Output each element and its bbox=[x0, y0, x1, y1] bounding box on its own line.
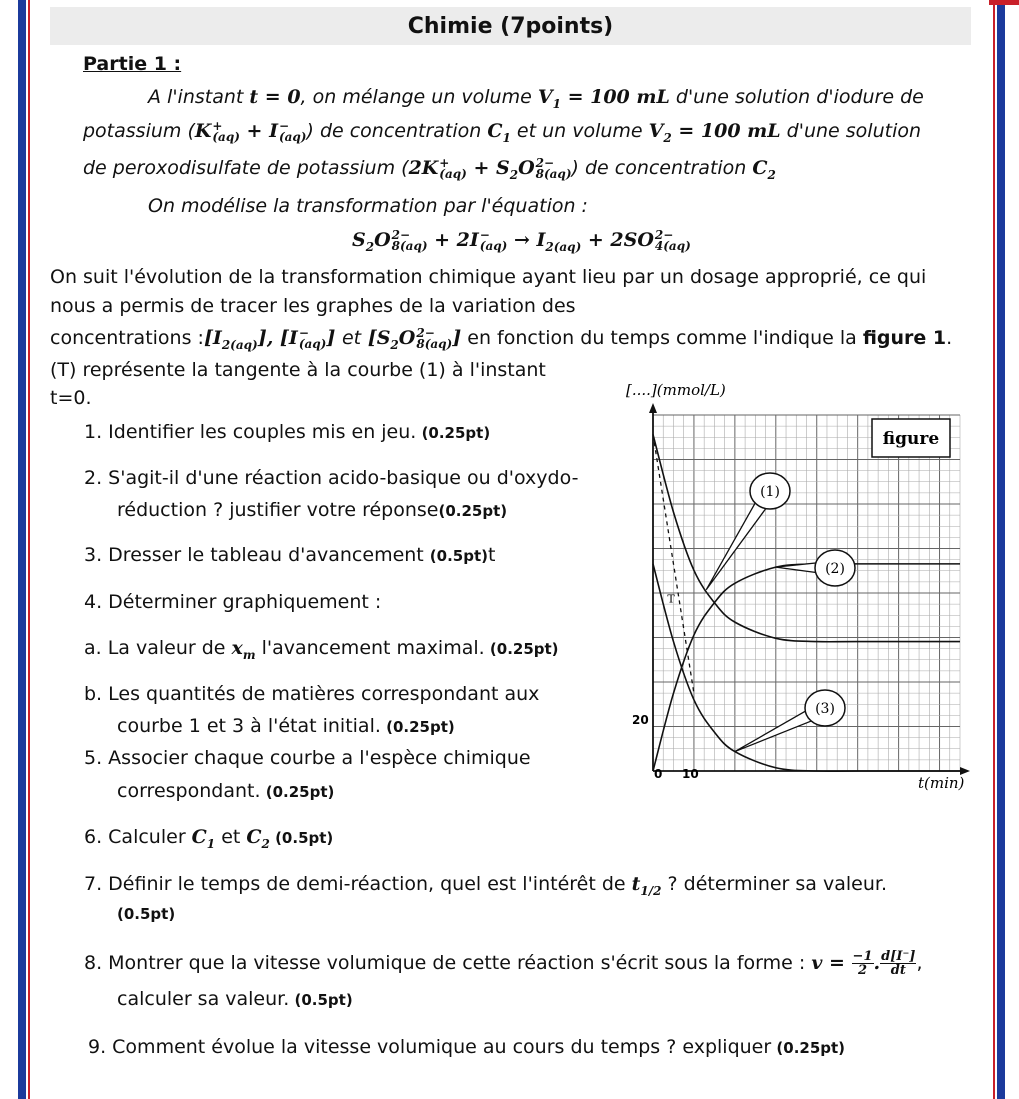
question-4: 4. Déterminer graphiquement : bbox=[84, 591, 382, 613]
suivi-line-3: concentrations $:[I_{2(aq)}]$, [I − (aq) ] et [$S_2O$ 2− 8(aq) ] en fonction du temps comme l'indique la figure 1. bbox=[50, 326, 953, 352]
suivi-line-2: nous a permis de tracer les graphes de la variation des bbox=[50, 295, 576, 317]
callout-label: (3) bbox=[815, 701, 835, 717]
page-border-left bbox=[18, 0, 26, 1099]
question-6: 6. Calculer $C_1$ et $C_2$ (0.5pt) bbox=[84, 826, 334, 851]
question-4b-2: courbe 1 et 3 à l'état initial. (0.25pt) bbox=[117, 715, 455, 737]
callout-label: (2) bbox=[825, 561, 845, 577]
question-9: 9. Comment évolue la vitesse volumique au cours du temps ? expliquer (0.25pt) bbox=[88, 1036, 846, 1058]
question-8: 8. Montrer que la vitesse volumique de cette réaction s'écrit sous la forme : v = $\frac{-1}{2}$ . $\frac{d[I^-]}{dt}$ , bbox=[84, 949, 923, 978]
chart-xlabel: t(min) bbox=[918, 774, 965, 792]
y-axis-arrow bbox=[649, 403, 657, 413]
suivi-line-5: t=0. bbox=[50, 387, 92, 409]
page-border-right-red bbox=[993, 0, 995, 1099]
question-5a: 5. Associer chaque courbe a l'espèce chimique bbox=[84, 747, 531, 769]
question-2b: réduction ? justifier votre réponse(0.25pt) bbox=[117, 499, 508, 521]
tangent-label: T bbox=[667, 592, 675, 606]
equation-lead: On modélise la transformation par l'équation : bbox=[148, 195, 588, 217]
question-7-points: (0.5pt) bbox=[117, 905, 176, 923]
chart-ylabel: [....](mmol/L) bbox=[626, 381, 726, 399]
intro-line-2: potassium (K + (aq) + I − (aq) ) de concentration $C_1$ et un volume $V_2 = 100$ mL d'une solution bbox=[83, 118, 922, 145]
question-7: 7. Définir le temps de demi-réaction, quel est l'intérêt de $t_{1/2}$ ? déterminer sa valeur. bbox=[84, 873, 887, 898]
chart-origin-label: 0 bbox=[654, 767, 663, 781]
question-4a: a. La valeur de $x_m$ l'avancement maximal. (0.25pt) bbox=[84, 637, 559, 662]
callout-label: (1) bbox=[760, 484, 780, 500]
reaction-equation: $S_2O$ 2− 8(aq) + 2I − (aq) → $I_{2(aq)} + 2SO$ 2− 4(aq) bbox=[352, 228, 691, 254]
chart-x-tick-label: 10 bbox=[682, 767, 699, 781]
chart-y-tick-label: 20 bbox=[632, 713, 649, 727]
partie-label: Partie 1 : bbox=[83, 53, 182, 75]
suivi-line-4: (T) représente la tangente à la courbe (1) à l'instant bbox=[50, 359, 546, 381]
question-1: 1. Identifier les couples mis en jeu. (0.25pt) bbox=[84, 421, 491, 443]
section-title-text: Chimie (7points) bbox=[407, 13, 614, 39]
question-4b-1: b. Les quantités de matières correspondant aux bbox=[84, 683, 540, 705]
suivi-line-1: On suit l'évolution de la transformation chimique ayant lieu par un dosage approprié, ce qui bbox=[50, 266, 927, 288]
section-title bbox=[50, 7, 971, 45]
chart-title: figure bbox=[882, 429, 940, 449]
intro-line-1: A l'instant t = 0, on mélange un volume $V_1 = 100$ mL d'une solution d'iodure de bbox=[148, 86, 924, 111]
question-3: 3. Dresser le tableau d'avancement (0.5pt)t bbox=[84, 544, 496, 566]
page-border-left-red bbox=[28, 0, 30, 1099]
concentration-chart bbox=[620, 375, 970, 795]
question-8b: calculer sa valeur. (0.5pt) bbox=[117, 988, 353, 1010]
question-5b: correspondant. (0.25pt) bbox=[117, 780, 335, 802]
corner-mark bbox=[989, 0, 1019, 5]
intro-line-3: de peroxodisulfate de potassium (2K + (aq) + $S_2O$ 2− 8(aq) ) de concentration $C_2$ bbox=[83, 155, 776, 182]
question-2a: 2. S'agit-il d'une réaction acido-basique ou d'oxydo- bbox=[84, 467, 579, 489]
page-border-right bbox=[997, 0, 1005, 1099]
